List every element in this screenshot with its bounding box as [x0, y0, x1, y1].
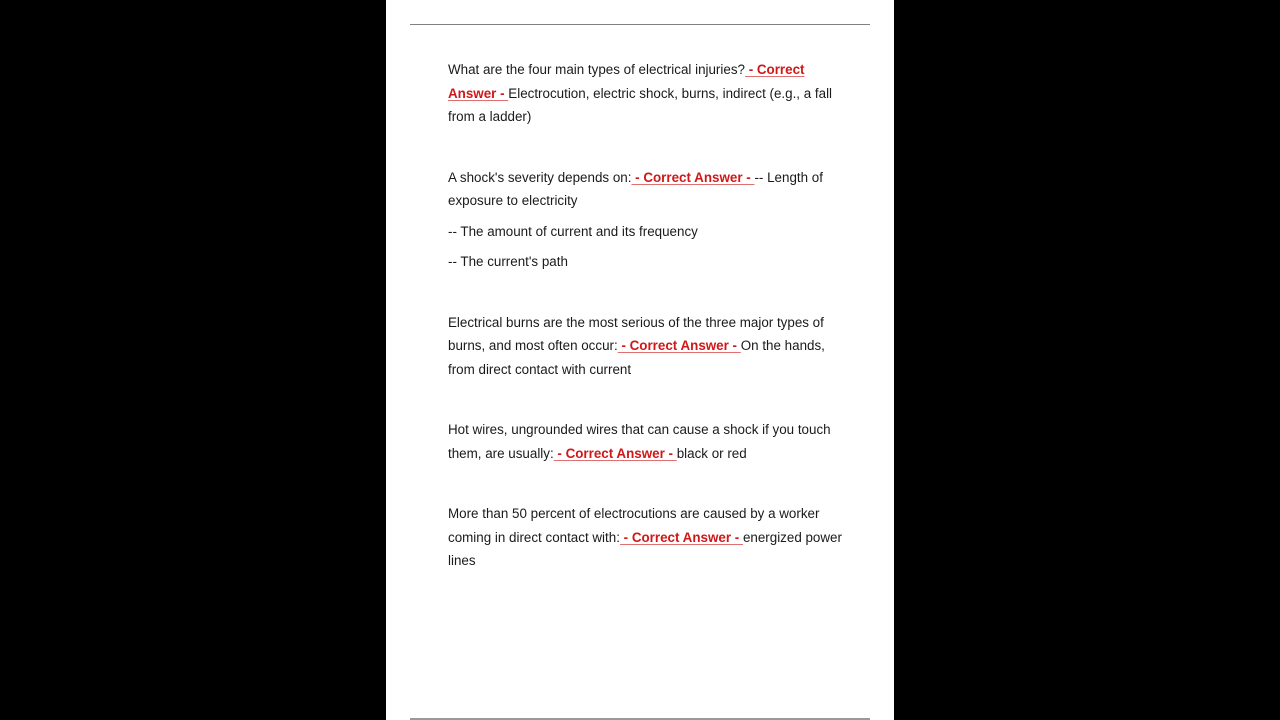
question-text: What are the four main types of electrical injuries? — [448, 62, 745, 77]
correct-answer-marker: - Correct Answer - — [631, 169, 755, 185]
qa-item — [448, 311, 848, 382]
document-page — [386, 0, 894, 720]
answer-line: -- The amount of current and its frequency — [448, 223, 698, 239]
answer-text: On the hands, from direct contact with current — [448, 338, 825, 377]
correct-answer-marker: - Correct Answer - — [553, 445, 677, 461]
header-rule — [410, 24, 870, 25]
qa-item — [448, 58, 848, 129]
answer-text: -- Length of exposure to electricity — [448, 169, 823, 208]
answer-text: Electrocution, electric shock, burns, indirect (e.g., a fall from a ladder) — [448, 85, 833, 124]
correct-answer-marker: - Correct Answer - — [619, 529, 743, 545]
question-text: More than 50 percent of electrocutions are caused by a worker coming in direct contact with: — [448, 506, 820, 545]
answer-text: energized power lines — [448, 529, 842, 568]
question-text: Hot wires, ungrounded wires that can cause a shock if you touch them, are usually: — [448, 422, 831, 461]
answer-text: black or red — [676, 445, 747, 461]
question-text: A shock's severity depends on: — [448, 169, 632, 185]
qa-item — [448, 166, 848, 274]
qa-item — [448, 418, 848, 465]
answer-line: -- The current's path — [448, 254, 568, 269]
qa-item — [448, 502, 848, 573]
correct-answer-marker: - Correct Answer - — [448, 62, 805, 101]
correct-answer-marker: - Correct Answer - — [617, 338, 741, 353]
question-text: Electrical burns are the most serious of the three major types of burns, and most often occur: — [448, 314, 824, 353]
document-content — [448, 58, 848, 610]
